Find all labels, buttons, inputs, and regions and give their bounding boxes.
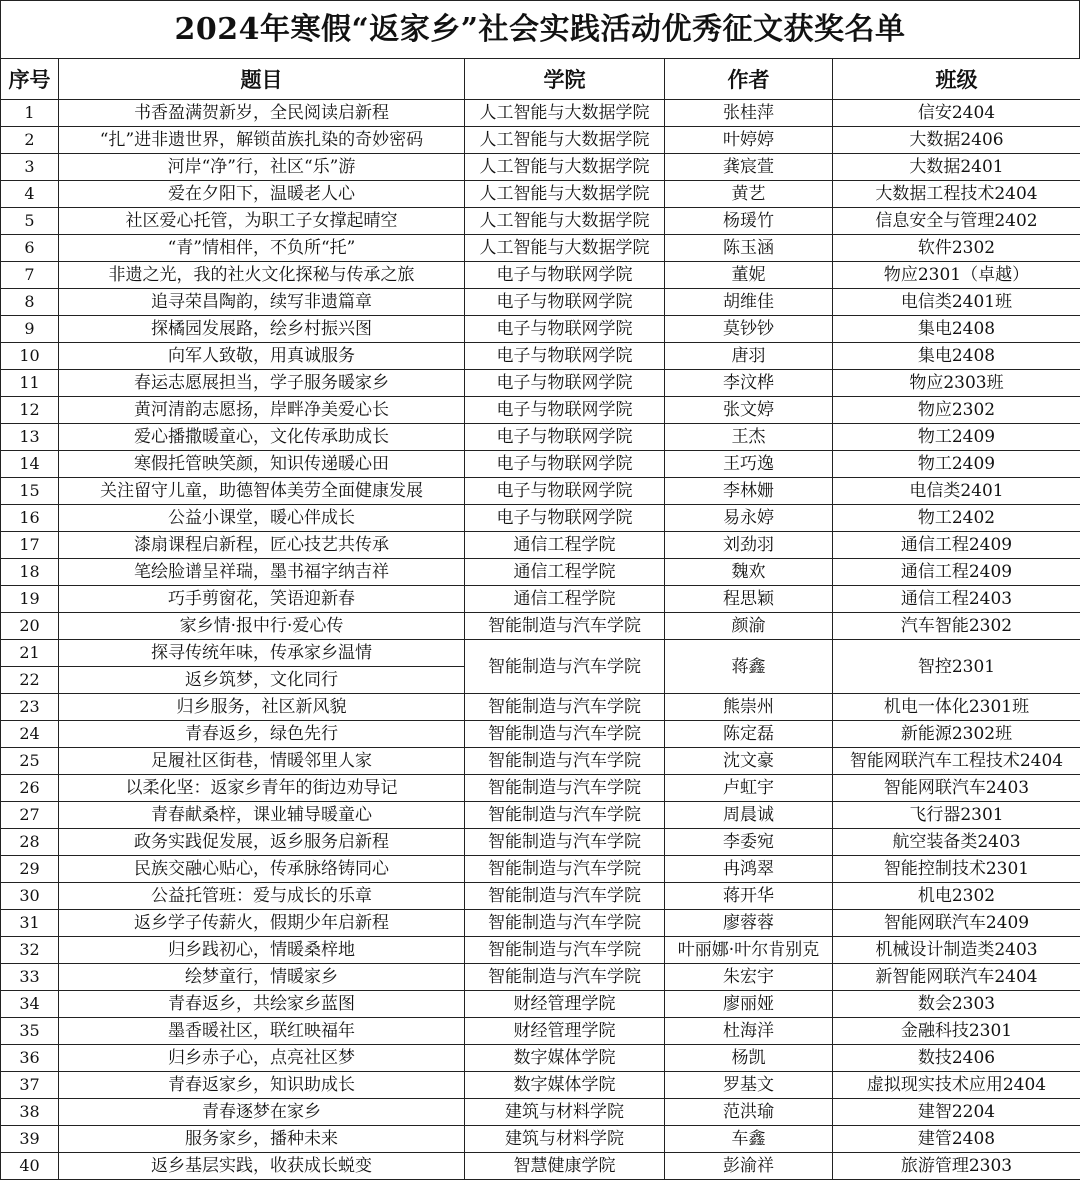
- cell-class: 建管2408: [833, 1126, 1080, 1153]
- cell-class: 物应2301（卓越）: [833, 262, 1080, 289]
- cell-number: 1: [1, 100, 59, 127]
- cell-author: 刘劲羽: [665, 532, 833, 559]
- cell-author: 廖丽娅: [665, 991, 833, 1018]
- cell-title: 返乡学子传薪火，假期少年启新程: [59, 910, 465, 937]
- cell-title: 春运志愿展担当，学子服务暖家乡: [59, 370, 465, 397]
- cell-class: 物工2402: [833, 505, 1080, 532]
- header-author: 作者: [665, 59, 833, 100]
- cell-number: 2: [1, 127, 59, 154]
- cell-college: 通信工程学院: [465, 586, 665, 613]
- cell-class: 机电一体化2301班: [833, 694, 1080, 721]
- cell-class: 数会2303: [833, 991, 1080, 1018]
- table-row: [1, 1018, 1080, 1045]
- table-row: [1, 829, 1080, 856]
- table-row: [1, 397, 1080, 424]
- cell-college: 智能制造与汽车学院: [465, 802, 665, 829]
- cell-author: 程思颖: [665, 586, 833, 613]
- cell-title: 公益小课堂，暖心伴成长: [59, 505, 465, 532]
- cell-title: 青春返乡，绿色先行: [59, 721, 465, 748]
- cell-title: 探橘园发展路，绘乡村振兴图: [59, 316, 465, 343]
- award-table: [0, 58, 1080, 1180]
- header-number: 序号: [1, 59, 59, 100]
- cell-number: 27: [1, 802, 59, 829]
- cell-class: 电信类2401: [833, 478, 1080, 505]
- cell-author: 范洪瑜: [665, 1099, 833, 1126]
- cell-author: 莫钞钞: [665, 316, 833, 343]
- cell-class: 数技2406: [833, 1045, 1080, 1072]
- cell-author: 黄艺: [665, 181, 833, 208]
- cell-college: 人工智能与大数据学院: [465, 154, 665, 181]
- cell-college: 智能制造与汽车学院: [465, 829, 665, 856]
- cell-college: 通信工程学院: [465, 532, 665, 559]
- cell-college: 电子与物联网学院: [465, 343, 665, 370]
- cell-number: 19: [1, 586, 59, 613]
- cell-number: 28: [1, 829, 59, 856]
- table-row: [1, 883, 1080, 910]
- cell-class: 机电2302: [833, 883, 1080, 910]
- cell-author: 龚宸萱: [665, 154, 833, 181]
- cell-college: 人工智能与大数据学院: [465, 127, 665, 154]
- cell-title: 社区爱心托管，为职工子女撑起晴空: [59, 208, 465, 235]
- cell-class: 机械设计制造类2403: [833, 937, 1080, 964]
- cell-college: 智能制造与汽车学院: [465, 748, 665, 775]
- cell-number: 26: [1, 775, 59, 802]
- cell-number: 9: [1, 316, 59, 343]
- table-row: [1, 451, 1080, 478]
- cell-class: 旅游管理2303: [833, 1153, 1080, 1180]
- cell-title: 家乡情·报中行·爱心传: [59, 613, 465, 640]
- cell-author: 冉鸿翠: [665, 856, 833, 883]
- cell-college: 数字媒体学院: [465, 1045, 665, 1072]
- cell-title: 政务实践促发展，返乡服务启新程: [59, 829, 465, 856]
- table-row: [1, 991, 1080, 1018]
- table-row: [1, 181, 1080, 208]
- cell-class: 飞行器2301: [833, 802, 1080, 829]
- cell-class: 物工2409: [833, 424, 1080, 451]
- cell-college: 电子与物联网学院: [465, 478, 665, 505]
- cell-college: 通信工程学院: [465, 559, 665, 586]
- cell-college: 智能制造与汽车学院: [465, 775, 665, 802]
- cell-number: 17: [1, 532, 59, 559]
- cell-author: 王巧逸: [665, 451, 833, 478]
- cell-author: 王杰: [665, 424, 833, 451]
- cell-author: 蒋开华: [665, 883, 833, 910]
- cell-title: 追寻荣昌陶韵，续写非遗篇章: [59, 289, 465, 316]
- cell-college: 智能制造与汽车学院: [465, 640, 665, 694]
- cell-title: “青”情相伴，不负所“托”: [59, 235, 465, 262]
- cell-author: 李汶桦: [665, 370, 833, 397]
- cell-author: 叶丽娜·叶尔肯别克: [665, 937, 833, 964]
- cell-class: 集电2408: [833, 343, 1080, 370]
- cell-class: 航空装备类2403: [833, 829, 1080, 856]
- cell-college: 财经管理学院: [465, 991, 665, 1018]
- table-row: [1, 721, 1080, 748]
- cell-author: 杨凯: [665, 1045, 833, 1072]
- cell-number: 21: [1, 640, 59, 667]
- cell-college: 智能制造与汽车学院: [465, 883, 665, 910]
- cell-college: 电子与物联网学院: [465, 424, 665, 451]
- cell-title: 青春逐梦在家乡: [59, 1099, 465, 1126]
- cell-number: 5: [1, 208, 59, 235]
- cell-college: 建筑与材料学院: [465, 1099, 665, 1126]
- cell-college: 数字媒体学院: [465, 1072, 665, 1099]
- cell-class: 集电2408: [833, 316, 1080, 343]
- cell-number: 7: [1, 262, 59, 289]
- cell-author: 叶婷婷: [665, 127, 833, 154]
- cell-number: 22: [1, 667, 59, 694]
- table-row: [1, 1126, 1080, 1153]
- cell-author: 李林姗: [665, 478, 833, 505]
- cell-number: 23: [1, 694, 59, 721]
- cell-title: 服务家乡，播种未来: [59, 1126, 465, 1153]
- cell-author: 陈定磊: [665, 721, 833, 748]
- cell-class: 物应2303班: [833, 370, 1080, 397]
- cell-title: 公益托管班：爱与成长的乐章: [59, 883, 465, 910]
- cell-class: 大数据工程技术2404: [833, 181, 1080, 208]
- cell-number: 11: [1, 370, 59, 397]
- cell-title: 青春返家乡，知识助成长: [59, 1072, 465, 1099]
- cell-author: 罗基文: [665, 1072, 833, 1099]
- cell-title: 归乡践初心，情暖桑梓地: [59, 937, 465, 964]
- table-row: [1, 613, 1080, 640]
- cell-author: 胡维佳: [665, 289, 833, 316]
- cell-author: 卢虹宇: [665, 775, 833, 802]
- cell-class: 信安2404: [833, 100, 1080, 127]
- cell-number: 14: [1, 451, 59, 478]
- cell-college: 智慧健康学院: [465, 1153, 665, 1180]
- cell-title: 以柔化坚：返家乡青年的街边劝导记: [59, 775, 465, 802]
- document-title: 2024年寒假“返家乡”社会实践活动优秀征文获奖名单: [0, 0, 1080, 58]
- cell-number: 37: [1, 1072, 59, 1099]
- cell-number: 12: [1, 397, 59, 424]
- cell-title: 墨香暖社区，联红映福年: [59, 1018, 465, 1045]
- cell-class: 电信类2401班: [833, 289, 1080, 316]
- cell-college: 建筑与材料学院: [465, 1126, 665, 1153]
- cell-title: 绘梦童行，情暖家乡: [59, 964, 465, 991]
- table-row: [1, 316, 1080, 343]
- table-row: [1, 370, 1080, 397]
- cell-number: 40: [1, 1153, 59, 1180]
- cell-class: 智控2301: [833, 640, 1080, 694]
- cell-author: 董妮: [665, 262, 833, 289]
- cell-number: 36: [1, 1045, 59, 1072]
- cell-college: 电子与物联网学院: [465, 451, 665, 478]
- cell-title: 探寻传统年味，传承家乡温情: [59, 640, 465, 667]
- header-title: 题目: [59, 59, 465, 100]
- cell-college: 人工智能与大数据学院: [465, 181, 665, 208]
- cell-college: 电子与物联网学院: [465, 370, 665, 397]
- cell-number: 34: [1, 991, 59, 1018]
- table-row: [1, 1072, 1080, 1099]
- cell-number: 35: [1, 1018, 59, 1045]
- table-row: [1, 1045, 1080, 1072]
- cell-class: 信息安全与管理2402: [833, 208, 1080, 235]
- cell-title: 笔绘脸谱呈祥瑞，墨书福字纳吉祥: [59, 559, 465, 586]
- cell-college: 电子与物联网学院: [465, 289, 665, 316]
- table-row: [1, 343, 1080, 370]
- cell-number: 39: [1, 1126, 59, 1153]
- table-row: [1, 586, 1080, 613]
- cell-class: 金融科技2301: [833, 1018, 1080, 1045]
- table-row: [1, 559, 1080, 586]
- cell-class: 通信工程2403: [833, 586, 1080, 613]
- cell-number: 29: [1, 856, 59, 883]
- cell-number: 15: [1, 478, 59, 505]
- table-row: [1, 262, 1080, 289]
- cell-number: 13: [1, 424, 59, 451]
- cell-college: 智能制造与汽车学院: [465, 694, 665, 721]
- cell-class: 新能源2302班: [833, 721, 1080, 748]
- cell-title: “扎”进非遗世界，解锁苗族扎染的奇妙密码: [59, 127, 465, 154]
- cell-college: 智能制造与汽车学院: [465, 856, 665, 883]
- cell-title: 归乡服务，社区新风貌: [59, 694, 465, 721]
- cell-title: 黄河清韵志愿扬，岸畔净美爱心长: [59, 397, 465, 424]
- cell-class: 通信工程2409: [833, 559, 1080, 586]
- cell-number: 25: [1, 748, 59, 775]
- cell-author: 杨瑗竹: [665, 208, 833, 235]
- cell-number: 31: [1, 910, 59, 937]
- table-row: [1, 478, 1080, 505]
- table-row: [1, 127, 1080, 154]
- cell-number: 8: [1, 289, 59, 316]
- cell-number: 32: [1, 937, 59, 964]
- cell-author: 杜海洋: [665, 1018, 833, 1045]
- cell-title: 返乡筑梦，文化同行: [59, 667, 465, 694]
- table-row: [1, 289, 1080, 316]
- table-row: [1, 910, 1080, 937]
- cell-author: 蒋鑫: [665, 640, 833, 694]
- cell-author: 熊崇州: [665, 694, 833, 721]
- header-college: 学院: [465, 59, 665, 100]
- cell-author: 沈文豪: [665, 748, 833, 775]
- cell-college: 智能制造与汽车学院: [465, 964, 665, 991]
- table-row: [1, 424, 1080, 451]
- table-row: [1, 937, 1080, 964]
- cell-number: 4: [1, 181, 59, 208]
- cell-title: 爱心播撒暖童心，文化传承助成长: [59, 424, 465, 451]
- cell-class: 物工2409: [833, 451, 1080, 478]
- table-row: [1, 532, 1080, 559]
- cell-college: 财经管理学院: [465, 1018, 665, 1045]
- cell-number: 33: [1, 964, 59, 991]
- cell-college: 人工智能与大数据学院: [465, 100, 665, 127]
- cell-college: 智能制造与汽车学院: [465, 910, 665, 937]
- cell-title: 关注留守儿童，助德智体美劳全面健康发展: [59, 478, 465, 505]
- cell-college: 智能制造与汽车学院: [465, 721, 665, 748]
- cell-title: 漆扇课程启新程，匠心技艺共传承: [59, 532, 465, 559]
- cell-title: 爱在夕阳下，温暖老人心: [59, 181, 465, 208]
- cell-number: 30: [1, 883, 59, 910]
- cell-author: 朱宏宇: [665, 964, 833, 991]
- table-row: [1, 208, 1080, 235]
- cell-class: 大数据2401: [833, 154, 1080, 181]
- cell-number: 16: [1, 505, 59, 532]
- cell-class: 智能网联汽车2409: [833, 910, 1080, 937]
- table-row: [1, 964, 1080, 991]
- cell-author: 陈玉涵: [665, 235, 833, 262]
- table-row: [1, 748, 1080, 775]
- table-row: [1, 154, 1080, 181]
- table-row: [1, 100, 1080, 127]
- cell-author: 廖蓉蓉: [665, 910, 833, 937]
- cell-author: 张桂萍: [665, 100, 833, 127]
- table-row: [1, 505, 1080, 532]
- cell-title: 河岸“净”行，社区“乐”游: [59, 154, 465, 181]
- cell-college: 电子与物联网学院: [465, 397, 665, 424]
- cell-author: 易永婷: [665, 505, 833, 532]
- header-class: 班级: [833, 59, 1080, 100]
- cell-author: 魏欢: [665, 559, 833, 586]
- cell-number: 38: [1, 1099, 59, 1126]
- cell-college: 人工智能与大数据学院: [465, 208, 665, 235]
- cell-title: 向军人致敬，用真诚服务: [59, 343, 465, 370]
- cell-college: 智能制造与汽车学院: [465, 937, 665, 964]
- cell-college: 智能制造与汽车学院: [465, 613, 665, 640]
- cell-title: 巧手剪窗花，笑语迎新春: [59, 586, 465, 613]
- table-row: [1, 856, 1080, 883]
- cell-author: 张文婷: [665, 397, 833, 424]
- table-header-row: [1, 59, 1080, 100]
- cell-class: 智能控制技术2301: [833, 856, 1080, 883]
- cell-class: 通信工程2409: [833, 532, 1080, 559]
- cell-number: 20: [1, 613, 59, 640]
- cell-class: 建智2204: [833, 1099, 1080, 1126]
- cell-author: 李委宛: [665, 829, 833, 856]
- cell-author: 彭渝祥: [665, 1153, 833, 1180]
- cell-title: 书香盈满贺新岁，全民阅读启新程: [59, 100, 465, 127]
- cell-title: 民族交融心贴心，传承脉络铸同心: [59, 856, 465, 883]
- table-row: [1, 235, 1080, 262]
- cell-title: 足履社区街巷，情暖邻里人家: [59, 748, 465, 775]
- cell-title: 寒假托管映笑颜，知识传递暖心田: [59, 451, 465, 478]
- cell-number: 18: [1, 559, 59, 586]
- cell-college: 人工智能与大数据学院: [465, 235, 665, 262]
- cell-author: 颜渝: [665, 613, 833, 640]
- cell-college: 电子与物联网学院: [465, 505, 665, 532]
- cell-class: 智能网联汽车2403: [833, 775, 1080, 802]
- cell-title: 青春献桑梓，课业辅导暖童心: [59, 802, 465, 829]
- table-row: [1, 802, 1080, 829]
- cell-title: 返乡基层实践，收获成长蜕变: [59, 1153, 465, 1180]
- cell-class: 物应2302: [833, 397, 1080, 424]
- cell-number: 10: [1, 343, 59, 370]
- table-row: [1, 640, 1080, 667]
- table-row: [1, 694, 1080, 721]
- cell-author: 周晨诚: [665, 802, 833, 829]
- cell-author: 车鑫: [665, 1126, 833, 1153]
- cell-class: 智能网联汽车工程技术2404: [833, 748, 1080, 775]
- cell-title: 青春返乡，共绘家乡蓝图: [59, 991, 465, 1018]
- cell-class: 新智能网联汽车2404: [833, 964, 1080, 991]
- cell-class: 大数据2406: [833, 127, 1080, 154]
- cell-author: 唐羽: [665, 343, 833, 370]
- cell-college: 电子与物联网学院: [465, 316, 665, 343]
- cell-number: 3: [1, 154, 59, 181]
- table-body: [1, 100, 1080, 1180]
- cell-class: 软件2302: [833, 235, 1080, 262]
- cell-title: 非遗之光，我的社火文化探秘与传承之旅: [59, 262, 465, 289]
- table-row: [1, 775, 1080, 802]
- table-row: [1, 1099, 1080, 1126]
- cell-title: 归乡赤子心，点亮社区梦: [59, 1045, 465, 1072]
- cell-number: 6: [1, 235, 59, 262]
- table-row: [1, 1153, 1080, 1180]
- cell-number: 24: [1, 721, 59, 748]
- cell-class: 汽车智能2302: [833, 613, 1080, 640]
- cell-class: 虚拟现实技术应用2404: [833, 1072, 1080, 1099]
- cell-college: 电子与物联网学院: [465, 262, 665, 289]
